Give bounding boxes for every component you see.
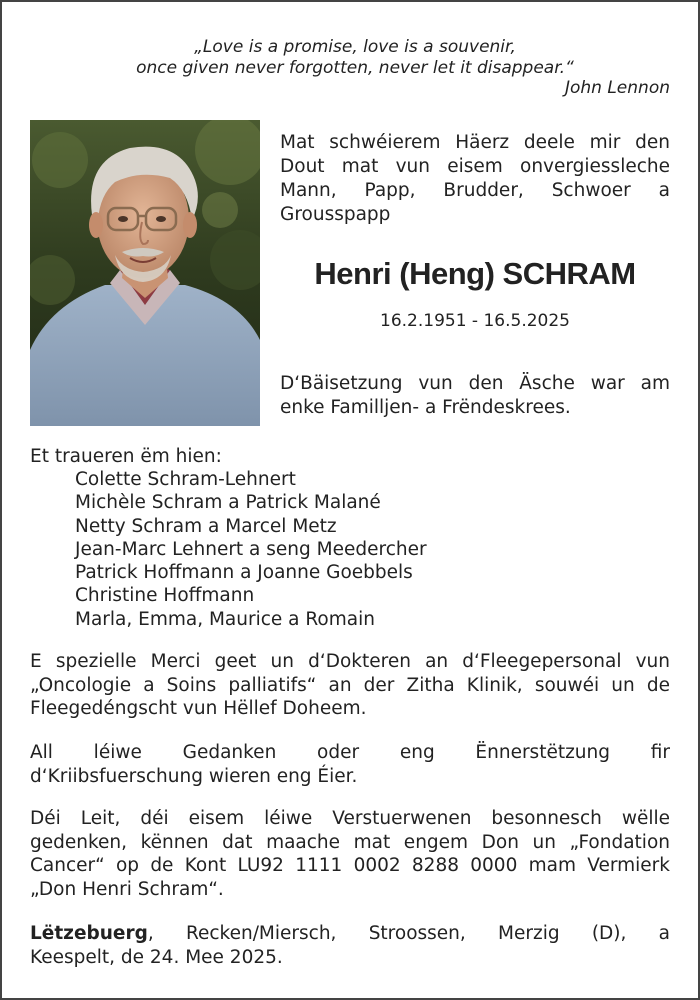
thanks-line-2: „Oncologie a Soins palliatifs“ an der Zitha Klinik, souwéi un de <box>30 674 670 696</box>
closing-paragraph <box>30 922 670 969</box>
support-line-2: d‘Kriibsfuerschung wieren eng Éier. <box>30 765 358 787</box>
mourner-name: Christine Hoffmann <box>75 585 255 607</box>
burial-line-2: enke Familljen- a Frëndeskrees. <box>280 397 571 418</box>
intro-text <box>280 131 670 227</box>
mourner-name: Jean-Marc Lehnert a seng Meedercher <box>75 538 427 560</box>
mourner-name: Patrick Hoffmann a Joanne Goebbels <box>75 562 413 584</box>
support-paragraph <box>30 741 670 788</box>
quote-line-2: once given never forgotten, never let it disappear.“ <box>136 58 574 78</box>
closing-places-rest: , Recken/Miersch, Stroossen, Merzig (D), a <box>147 923 670 944</box>
thanks-line-3: Fleegedéngscht vun Hëllef Doheem. <box>30 698 367 719</box>
donation-line-4: „Don Henri Schram“. <box>30 878 224 900</box>
burial-line-1: D‘Bäisetzung vun den Äsche war am <box>280 373 670 394</box>
closing-place: Lëtzebuerg <box>30 923 148 944</box>
mourners-heading: Et traueren ëm hien: <box>30 446 222 467</box>
intro-line-3: Mann, Papp, Brudder, Schwoer a <box>280 180 670 201</box>
donation-line-3: Cancer“ op de Kont LU92 1111 0002 8288 0000 mam Vermierk <box>30 855 670 876</box>
donation-line-1: Déi Leit, déi eisem léiwe Verstuerwenen besonnesch wëlle <box>30 808 670 829</box>
intro-line-1: Mat schwéierem Häerz deele mir den <box>280 132 670 153</box>
quote-author: John Lennon <box>564 78 670 98</box>
mourner-name: Netty Schram a Marcel Metz <box>75 515 337 537</box>
intro-line-4: Grousspapp <box>280 204 391 225</box>
closing-line-1 <box>30 922 670 946</box>
mourner-name: Colette Schram-Lehnert <box>75 469 296 490</box>
thanks-paragraph <box>30 650 670 721</box>
mourner-name: Marla, Emma, Maurice a Romain <box>75 608 375 630</box>
quote-line-1: „Love is a promise, love is a souvenir, <box>194 37 516 57</box>
thanks-line-1: E spezielle Merci geet un d‘Dokteren an d‘Fleegepersonal vun <box>30 651 670 672</box>
closing-line-2: Keespelt, de 24. Mee 2025. <box>30 946 283 968</box>
burial-notice <box>280 372 670 420</box>
mourner-name: Michèle Schram a Patrick Malané <box>75 492 381 514</box>
life-dates: 16.2.1951 - 16.5.2025 <box>380 311 570 331</box>
deceased-name: Henri (Heng) SCHRAM <box>314 256 636 291</box>
donation-line-2: gedenken, kënnen dat maache mat engem Don un „Fondation <box>30 831 670 853</box>
intro-line-2: Dout mat vun eisem onvergiessleche <box>280 156 670 177</box>
support-line-1: All léiwe Gedanken oder eng Ënnerstëtzung fir <box>30 742 670 763</box>
portrait-photo <box>30 120 260 426</box>
donation-paragraph <box>30 807 670 901</box>
mourners-list <box>75 468 427 631</box>
